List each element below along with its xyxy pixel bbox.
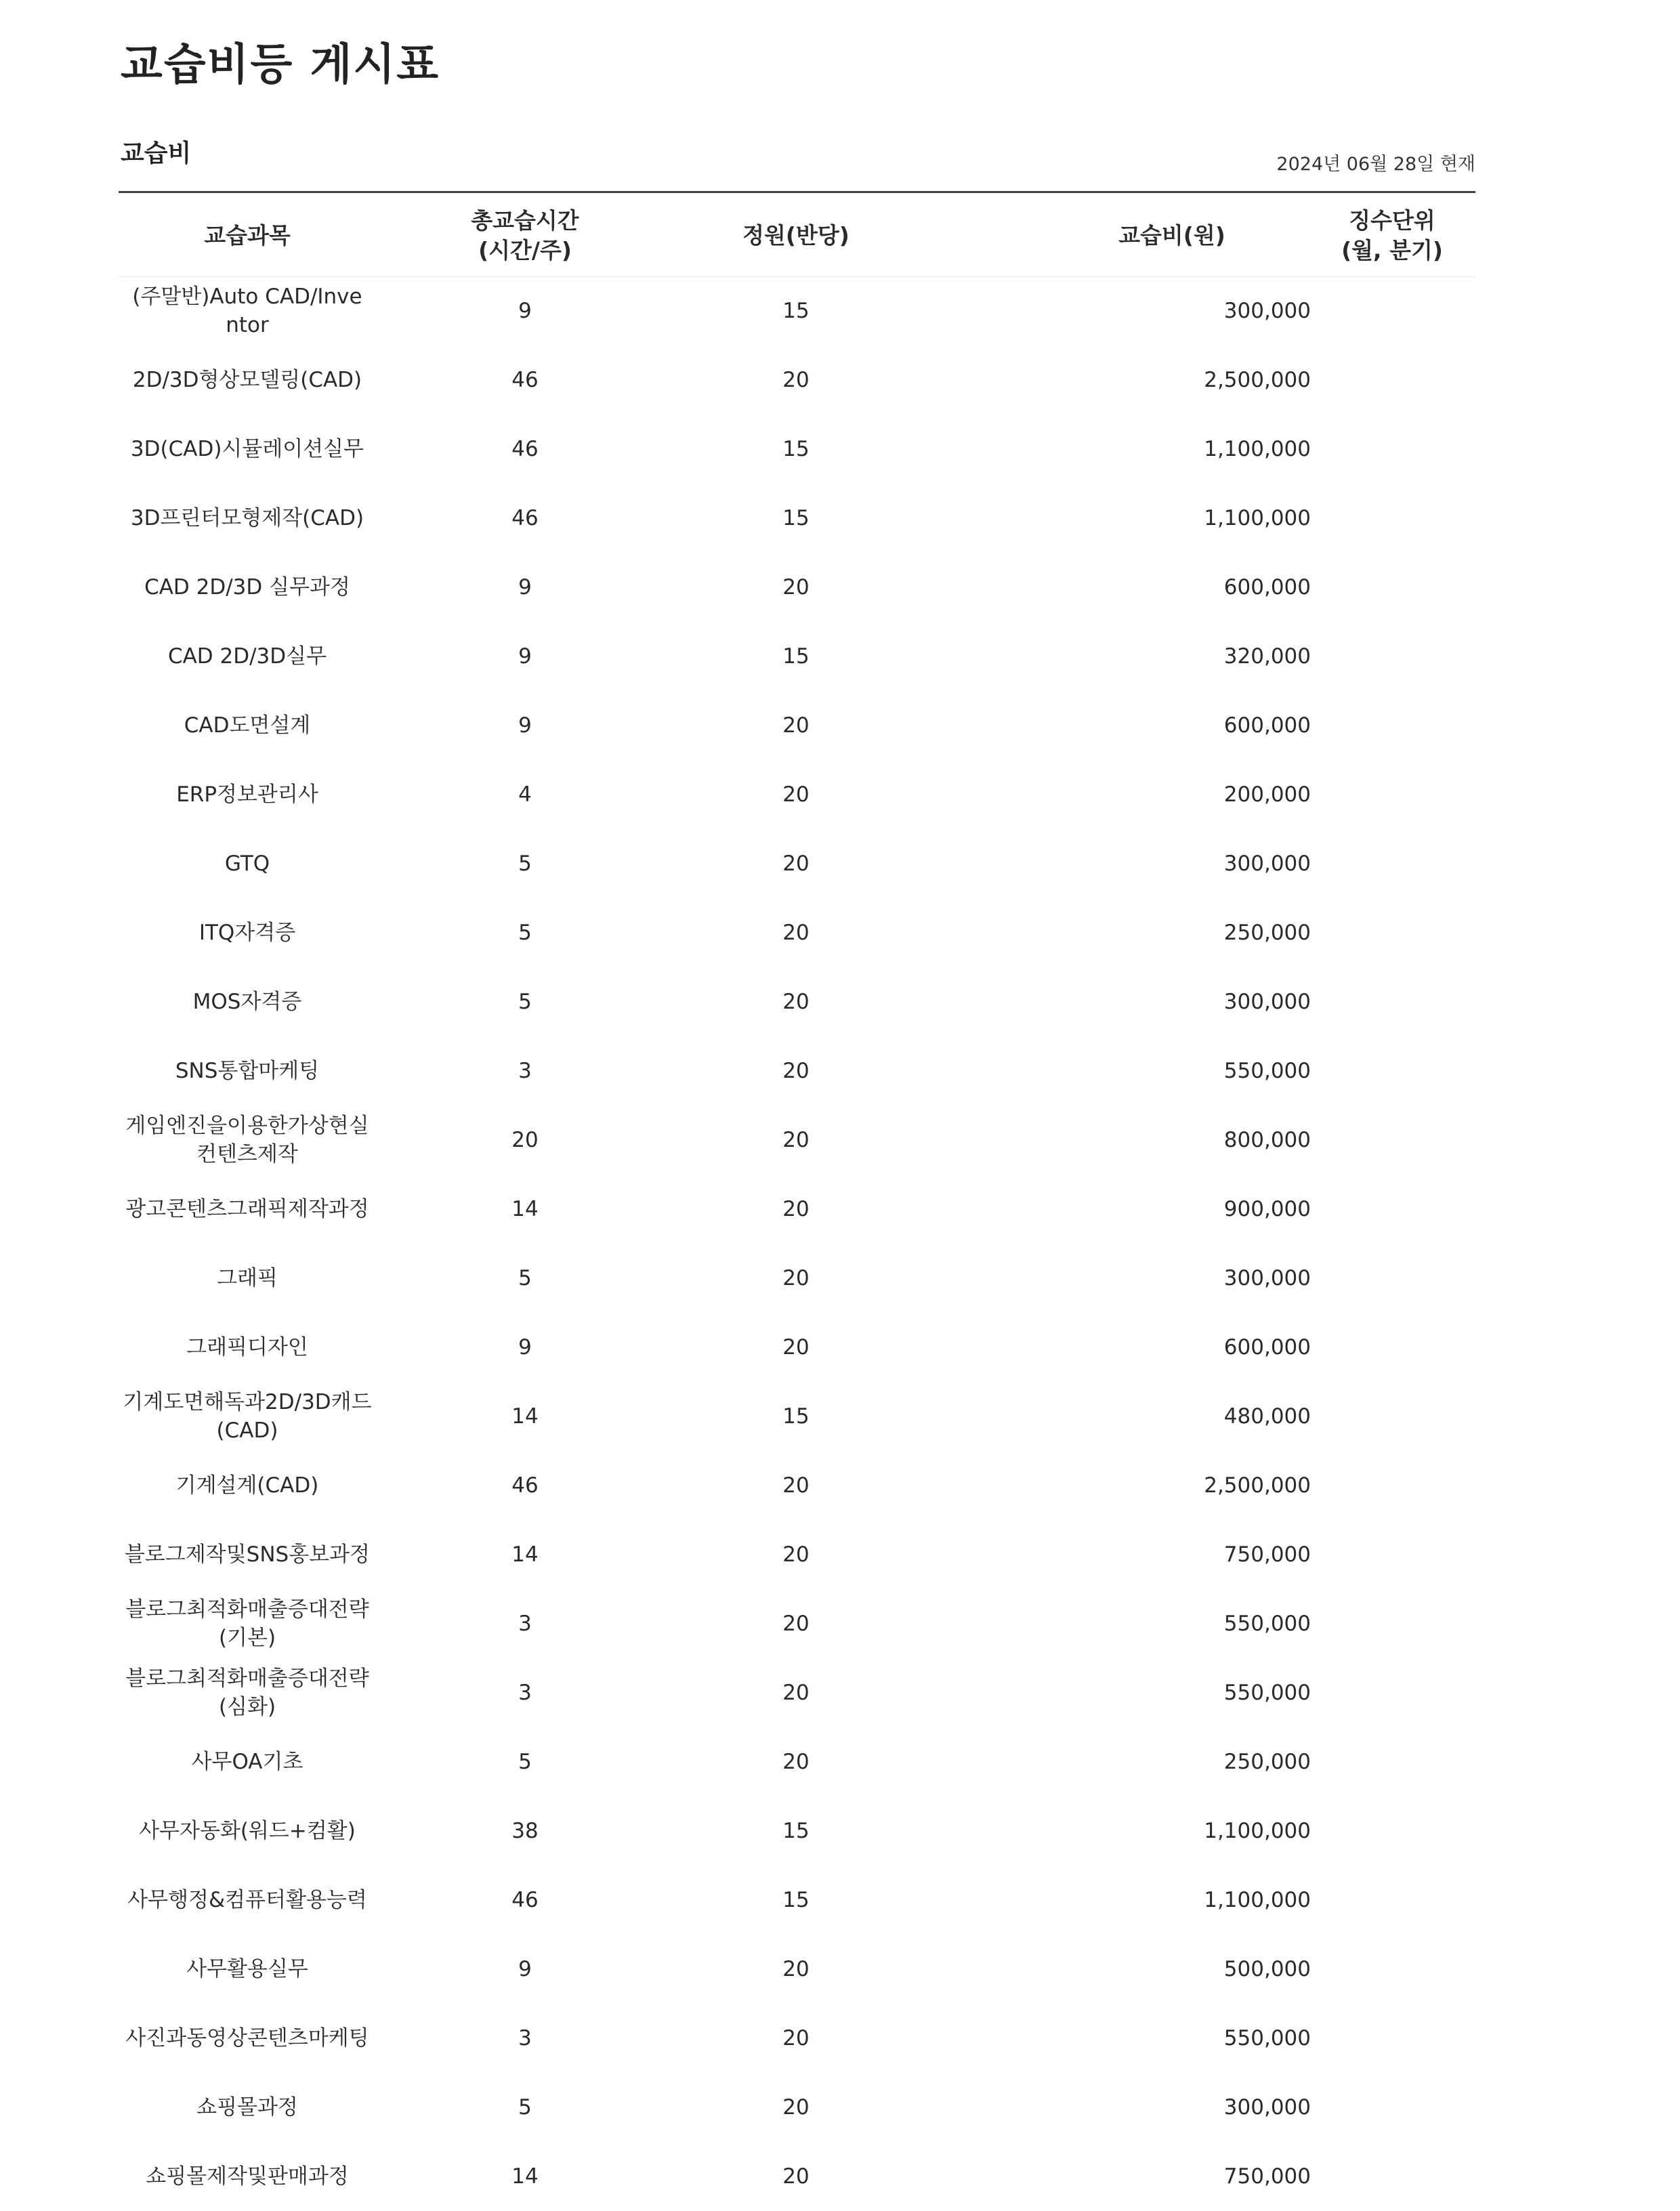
cell-capacity: 20 — [782, 1335, 810, 1360]
table-row — [119, 1106, 1475, 1175]
page-title: 교습비등 게시표 — [121, 40, 440, 90]
cell-fee: 300,000 — [1223, 299, 1311, 323]
cell-fee: 500,000 — [1223, 1957, 1311, 1981]
cell-unit — [1311, 1935, 1473, 2004]
cell-subject: 게임엔진을이용한가상현실컨텐츠제작 — [125, 1114, 369, 1166]
cell-unit — [1311, 553, 1473, 622]
cell-fee: 550,000 — [1223, 1059, 1311, 1083]
cell-subject: MOS자격증 — [192, 990, 302, 1014]
cell-hours: 9 — [518, 575, 532, 599]
cell-unit — [1311, 1175, 1473, 1244]
cell-fee: 320,000 — [1223, 644, 1311, 669]
cell-subject: 3D(CAD)시뮬레이션실무 — [130, 437, 364, 461]
cell-capacity: 20 — [782, 1473, 810, 1498]
cell-hours: 9 — [518, 299, 532, 323]
table-row — [119, 2004, 1475, 2073]
table-row — [119, 1313, 1475, 1382]
cell-unit — [1311, 1866, 1473, 1935]
cell-hours: 5 — [518, 1266, 532, 1290]
cell-unit — [1311, 1796, 1473, 1866]
cell-hours: 3 — [518, 2026, 532, 2050]
table-row — [119, 1451, 1475, 1520]
cell-capacity: 20 — [782, 782, 810, 807]
cell-capacity: 15 — [782, 1404, 810, 1429]
header-subject: 교습과목 — [204, 222, 291, 249]
cell-unit — [1311, 2004, 1473, 2073]
table-row — [119, 967, 1475, 1036]
cell-hours: 3 — [518, 1059, 532, 1083]
cell-fee: 2,500,000 — [1204, 368, 1311, 392]
cell-hours: 5 — [518, 990, 532, 1014]
cell-fee: 550,000 — [1223, 1681, 1311, 1705]
cell-capacity: 20 — [782, 1542, 810, 1567]
header-capacity: 정원(반당) — [742, 222, 849, 249]
cell-unit — [1311, 1036, 1473, 1106]
cell-subject: (주말반)Auto CAD/Inve ntor — [132, 285, 362, 337]
cell-fee: 250,000 — [1223, 921, 1311, 945]
cell-hours: 14 — [511, 1197, 539, 1221]
table-row — [119, 1658, 1475, 1727]
cell-subject: SNS통합마케팅 — [175, 1059, 320, 1083]
cell-subject: 2D/3D형상모델링(CAD) — [132, 368, 362, 392]
cell-unit — [1311, 1313, 1473, 1382]
cell-subject: CAD도면설계 — [184, 713, 311, 738]
table-row — [119, 553, 1475, 622]
cell-capacity: 20 — [782, 1059, 810, 1083]
cell-subject: 블로그최적화매출증대전략(심화) — [125, 1666, 369, 1719]
cell-fee: 300,000 — [1223, 1266, 1311, 1290]
cell-hours: 14 — [511, 2164, 539, 2189]
table-row — [119, 1520, 1475, 1589]
cell-fee: 1,100,000 — [1204, 1888, 1311, 1912]
cell-subject: 그래픽 — [217, 1266, 278, 1290]
cell-hours: 5 — [518, 921, 532, 945]
cell-unit — [1311, 2142, 1473, 2211]
cell-unit — [1311, 1589, 1473, 1658]
cell-subject: 블로그제작및SNS홍보과정 — [124, 1542, 370, 1567]
cell-capacity: 20 — [782, 1128, 810, 1152]
cell-hours: 4 — [518, 782, 532, 807]
cell-unit — [1311, 967, 1473, 1036]
table-row — [119, 415, 1475, 484]
table-row — [119, 760, 1475, 829]
cell-subject: ITQ자격증 — [198, 921, 296, 945]
cell-subject: 사무활용실무 — [186, 1957, 308, 1981]
cell-capacity: 20 — [782, 851, 810, 876]
table-row — [119, 1935, 1475, 2004]
cell-unit — [1311, 345, 1473, 415]
cell-subject: GTQ — [224, 851, 270, 876]
cell-subject: ERP정보관리사 — [176, 782, 318, 807]
table-row — [119, 276, 1475, 345]
table-header-row — [119, 195, 1475, 277]
cell-hours: 46 — [511, 1888, 539, 1912]
table-row — [119, 1796, 1475, 1866]
table-row — [119, 2073, 1475, 2142]
cell-fee: 250,000 — [1223, 1750, 1311, 1774]
cell-fee: 480,000 — [1223, 1404, 1311, 1429]
cell-fee: 600,000 — [1223, 1335, 1311, 1360]
cell-fee: 550,000 — [1223, 2026, 1311, 2050]
header-unit: 징수단위 (월, 분기) — [1341, 207, 1443, 264]
cell-unit — [1311, 2073, 1473, 2142]
cell-capacity: 20 — [782, 2026, 810, 2050]
cell-hours: 14 — [511, 1542, 539, 1567]
cell-capacity: 20 — [782, 575, 810, 599]
cell-subject: 사무자동화(워드+컴활) — [139, 1819, 356, 1843]
as-of-date: 2024년 06월 28일 현재 — [1276, 154, 1475, 175]
header-fee: 교습비(원) — [1118, 222, 1225, 249]
cell-capacity: 15 — [782, 644, 810, 669]
table-row — [119, 691, 1475, 760]
cell-fee: 550,000 — [1223, 1612, 1311, 1636]
cell-unit — [1311, 898, 1473, 967]
cell-hours: 3 — [518, 1681, 532, 1705]
table-row — [119, 2142, 1475, 2211]
table-row — [119, 1244, 1475, 1313]
table-row — [119, 829, 1475, 898]
cell-capacity: 20 — [782, 1612, 810, 1636]
cell-unit — [1311, 1106, 1473, 1175]
cell-subject: 기계도면해독과2D/3D캐드(CAD) — [123, 1390, 372, 1443]
cell-capacity: 20 — [782, 2164, 810, 2189]
cell-fee: 600,000 — [1223, 575, 1311, 599]
cell-unit — [1311, 484, 1473, 553]
cell-fee: 300,000 — [1223, 990, 1311, 1014]
cell-capacity: 20 — [782, 1197, 810, 1221]
cell-capacity: 20 — [782, 1750, 810, 1774]
cell-hours: 38 — [511, 1819, 539, 1843]
cell-subject: CAD 2D/3D실무 — [167, 644, 327, 669]
cell-unit — [1311, 1520, 1473, 1589]
cell-hours: 9 — [518, 1335, 532, 1360]
table-row — [119, 898, 1475, 967]
cell-hours: 46 — [511, 506, 539, 530]
cell-capacity: 15 — [782, 1819, 810, 1843]
cell-fee: 1,100,000 — [1204, 1819, 1311, 1843]
table-row — [119, 1727, 1475, 1796]
cell-subject: CAD 2D/3D 실무과정 — [144, 575, 350, 599]
cell-hours: 3 — [518, 1612, 532, 1636]
cell-unit — [1311, 622, 1473, 691]
cell-hours: 46 — [511, 437, 539, 461]
cell-subject: 광고콘텐츠그래픽제작과정 — [125, 1197, 369, 1221]
cell-hours: 9 — [518, 1957, 532, 1981]
header-hours: 총교습시간 (시간/주) — [471, 207, 579, 264]
cell-hours: 46 — [511, 1473, 539, 1498]
table-row — [119, 622, 1475, 691]
cell-capacity: 20 — [782, 990, 810, 1014]
cell-capacity: 15 — [782, 299, 810, 323]
cell-unit — [1311, 1382, 1473, 1451]
cell-capacity: 15 — [782, 437, 810, 461]
cell-fee: 2,500,000 — [1204, 1473, 1311, 1498]
cell-subject: 기계설계(CAD) — [175, 1473, 319, 1498]
cell-fee: 750,000 — [1223, 2164, 1311, 2189]
cell-unit — [1311, 829, 1473, 898]
cell-hours: 20 — [511, 1128, 539, 1152]
cell-hours: 46 — [511, 368, 539, 392]
table-row — [119, 1589, 1475, 1658]
table-row — [119, 1036, 1475, 1106]
cell-fee: 1,100,000 — [1204, 437, 1311, 461]
cell-capacity: 20 — [782, 921, 810, 945]
cell-unit — [1311, 1244, 1473, 1313]
cell-fee: 1,100,000 — [1204, 506, 1311, 530]
cell-fee: 750,000 — [1223, 1542, 1311, 1567]
cell-unit — [1311, 1727, 1473, 1796]
cell-unit — [1311, 691, 1473, 760]
cell-fee: 200,000 — [1223, 782, 1311, 807]
cell-fee: 300,000 — [1223, 851, 1311, 876]
cell-unit — [1311, 415, 1473, 484]
cell-hours: 5 — [518, 851, 532, 876]
cell-unit — [1311, 276, 1473, 345]
table-row — [119, 484, 1475, 553]
cell-capacity: 15 — [782, 506, 810, 530]
cell-hours: 5 — [518, 1750, 532, 1774]
table-top-rule — [119, 191, 1475, 193]
table-row — [119, 345, 1475, 415]
cell-hours: 9 — [518, 644, 532, 669]
cell-capacity: 20 — [782, 713, 810, 738]
cell-subject: 쇼핑몰과정 — [196, 2095, 298, 2120]
cell-subject: 쇼핑몰제작및판매과정 — [146, 2164, 349, 2189]
cell-subject: 사무행정&컴퓨터활용능력 — [127, 1888, 367, 1912]
cell-subject: 그래픽디자인 — [186, 1335, 308, 1360]
cell-fee: 600,000 — [1223, 713, 1311, 738]
cell-subject: 사진과동영상콘텐츠마케팅 — [125, 2026, 369, 2050]
cell-fee: 300,000 — [1223, 2095, 1311, 2120]
cell-subject: 사무OA기초 — [191, 1750, 303, 1774]
cell-fee: 800,000 — [1223, 1128, 1311, 1152]
cell-capacity: 20 — [782, 1957, 810, 1981]
cell-capacity: 20 — [782, 2095, 810, 2120]
table-row — [119, 1866, 1475, 1935]
cell-capacity: 20 — [782, 1266, 810, 1290]
cell-subject: 3D프린터모형제작(CAD) — [130, 506, 364, 530]
table-row — [119, 1175, 1475, 1244]
cell-unit — [1311, 1451, 1473, 1520]
section-title: 교습비 — [121, 140, 192, 167]
cell-unit — [1311, 1658, 1473, 1727]
cell-capacity: 15 — [782, 1888, 810, 1912]
cell-subject: 블로그최적화매출증대전략(기본) — [125, 1597, 369, 1650]
cell-hours: 5 — [518, 2095, 532, 2120]
cell-capacity: 20 — [782, 368, 810, 392]
cell-unit — [1311, 760, 1473, 829]
cell-hours: 14 — [511, 1404, 539, 1429]
table-row — [119, 1382, 1475, 1451]
cell-capacity: 20 — [782, 1681, 810, 1705]
cell-fee: 900,000 — [1223, 1197, 1311, 1221]
cell-hours: 9 — [518, 713, 532, 738]
